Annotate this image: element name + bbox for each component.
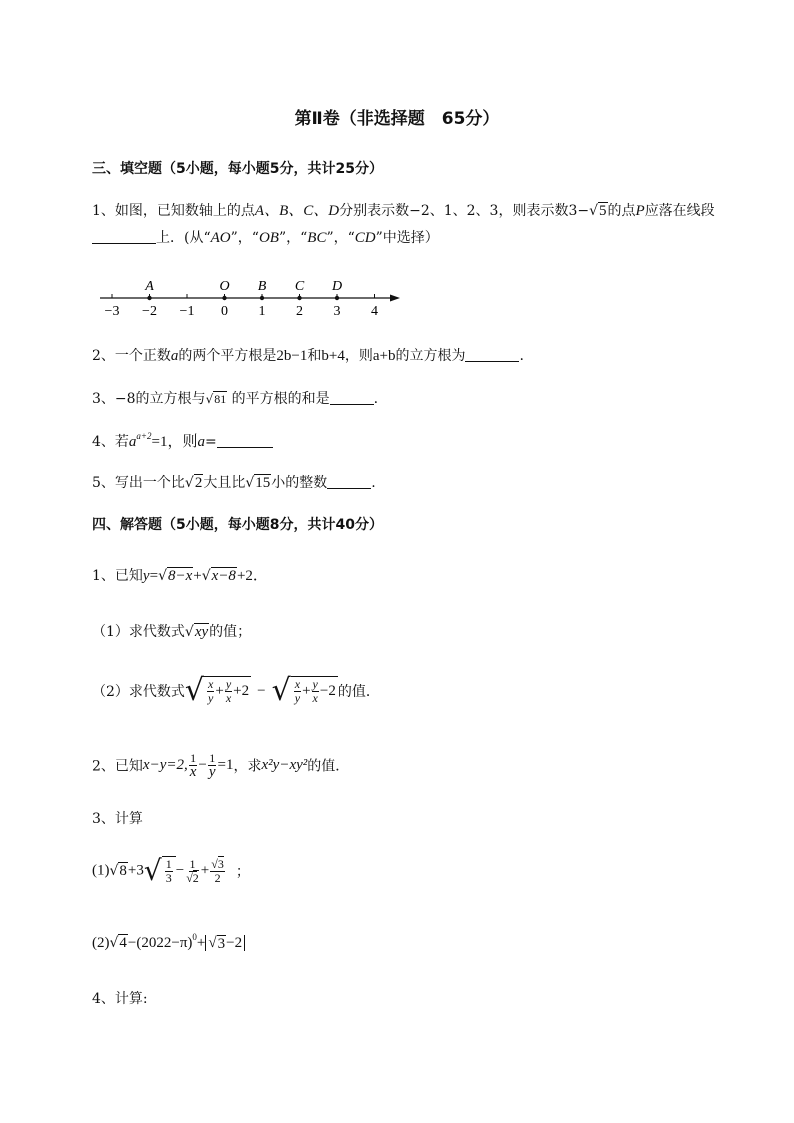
point-names: A、B、C、D	[254, 203, 340, 219]
separator: ”，“	[278, 230, 308, 246]
question-number: 2、	[92, 348, 115, 364]
point-label: A	[145, 279, 154, 294]
point-dot	[297, 296, 301, 300]
absolute-value: √3−2	[205, 935, 245, 951]
question-3-1-line1	[92, 199, 715, 220]
number-line-figure	[96, 276, 406, 322]
tick-label: 4	[371, 304, 378, 319]
question-text: ”中选择）	[375, 230, 439, 246]
question-text: 一个正数	[114, 348, 171, 364]
point-name: P	[635, 203, 645, 219]
math-expr: x²y−xy²	[261, 757, 308, 773]
sqrt-expression: √5	[589, 203, 607, 219]
sqrt-expression: √ $\frac{x}{y}$ + $\frac{y}{x}$ −2	[271, 673, 336, 708]
question-4-1-part2	[92, 673, 380, 708]
tick-label: 1	[258, 304, 266, 319]
point-dot	[260, 296, 264, 300]
sqrt-expression: √15	[245, 475, 271, 491]
answer-blank[interactable]	[465, 348, 519, 362]
question-text: 的两个平方根是	[178, 348, 277, 364]
question-text: 已知	[114, 758, 143, 775]
sqrt-expression: √2	[184, 475, 203, 491]
question-number: 3、	[92, 811, 115, 827]
point-dot	[147, 296, 151, 300]
point-label: D	[331, 279, 343, 294]
question-4-1	[92, 564, 268, 585]
point-label: B	[257, 279, 267, 294]
question-text: 小的整数	[271, 475, 328, 491]
part-label: (1)	[92, 862, 110, 879]
question-text: 的值．	[307, 758, 350, 775]
period: .	[373, 391, 379, 407]
question-text: =1，则	[151, 434, 198, 450]
sqrt-expression: √ $\frac{x}{y}$ + $\frac{y}{x}$ +2	[184, 673, 250, 708]
tick-label: −1	[179, 304, 195, 319]
tick-label: −2	[142, 304, 157, 319]
answer-blank[interactable]	[327, 475, 371, 489]
sqrt-expression: √x−8	[201, 568, 236, 584]
question-text: 若	[114, 434, 129, 450]
question-number: 4、	[92, 991, 115, 1007]
minus-sign: −	[257, 682, 266, 699]
tick-label: 2	[296, 304, 303, 319]
part-label: (2)	[92, 935, 110, 951]
separator: ”，“	[230, 230, 259, 246]
question-4-3-part1	[92, 856, 250, 886]
answer-blank[interactable]	[217, 434, 273, 448]
question-text: ，则	[344, 348, 373, 364]
question-text: 的值；	[209, 624, 252, 640]
math-expr: +2．	[236, 568, 268, 584]
fraction: $\frac{1}{√2}$	[186, 856, 199, 885]
math-var: a	[128, 434, 137, 450]
question-text: 和	[307, 348, 322, 364]
question-text: 如图，已知数轴上的点	[114, 203, 255, 219]
question-text: 分别表示数−2、1、2、3，则表示数3−	[339, 203, 590, 219]
question-text: −8的立方根与	[114, 391, 206, 407]
fraction: $\frac{√3}{2}$	[211, 856, 224, 885]
math-expr: −(2022−π)	[127, 935, 193, 951]
page-title: 第Ⅱ卷（非选择题 65分）	[294, 109, 500, 129]
question-text: 的立方根为	[395, 348, 466, 364]
math-expr: a+b	[372, 348, 396, 364]
tick-label: 0	[221, 304, 228, 319]
minus-sign: −	[198, 757, 207, 773]
sqrt-expression: √8	[109, 863, 127, 879]
question-4-3	[92, 808, 143, 828]
section-heading-fill-in: 三、填空题（5小题，每小题5分，共计25分）	[92, 161, 383, 177]
math-expr: b+4	[321, 348, 345, 364]
question-text: 的点	[607, 203, 636, 219]
equals-sign: =	[204, 434, 217, 450]
point-label: O	[219, 279, 230, 294]
question-text: 已知	[114, 568, 143, 584]
question-4-1-part1	[92, 621, 251, 641]
math-expr: 2b−1	[276, 348, 308, 364]
question-3-3	[92, 388, 378, 408]
tick-label: −3	[104, 304, 120, 319]
question-number: 1、	[92, 568, 115, 584]
question-4-4	[92, 988, 148, 1008]
question-text: 应落在线段	[644, 203, 715, 219]
question-number: 1、	[92, 203, 115, 219]
sqrt-expression: √8−x	[158, 568, 193, 584]
section-heading-solutions: 四、解答题（5小题，每小题8分，共计40分）	[92, 517, 383, 533]
part-label: （2）求代数式	[92, 684, 185, 700]
answer-blank[interactable]	[330, 391, 374, 405]
question-text: 计算	[114, 811, 143, 827]
point-dot	[335, 296, 339, 300]
point-label: C	[294, 279, 305, 294]
minus-sign: −	[175, 862, 185, 879]
part-label: （1）求代数式	[92, 624, 185, 640]
math-exponent: a+2	[136, 431, 152, 441]
period: .	[519, 348, 524, 364]
question-3-5	[92, 472, 376, 492]
math-expr: =1	[217, 757, 234, 773]
option-ao: AO	[210, 230, 231, 246]
tick-label: 3	[333, 304, 341, 319]
question-3-1-line2	[92, 227, 439, 247]
math-var: a	[197, 434, 205, 450]
question-number: 2、	[92, 758, 115, 775]
answer-blank[interactable]	[92, 230, 156, 244]
question-text: ，求	[233, 758, 262, 775]
arrow-right-icon	[390, 295, 400, 302]
sqrt-expression: √81	[205, 392, 227, 406]
period: .	[371, 475, 376, 491]
math-expr: +3	[127, 862, 144, 879]
point-dot	[222, 296, 226, 300]
math-expr: x−y=2,	[142, 757, 188, 773]
question-text: 计算:	[114, 991, 148, 1007]
sqrt-expression: √ $\frac{1}{3}$	[144, 856, 176, 886]
sqrt-expression: √4	[109, 935, 127, 951]
question-number: 4、	[92, 434, 115, 450]
question-3-2	[92, 345, 524, 365]
question-4-3-part2	[92, 932, 245, 953]
question-text: 的值．	[337, 684, 380, 700]
fraction: $\frac{1}{x}$	[189, 751, 197, 780]
question-text: 上．(从“	[156, 230, 211, 246]
question-4-2	[92, 752, 349, 779]
question-text: 的平方根的和是	[231, 391, 330, 407]
equals-sign: =	[149, 568, 159, 584]
option-ob: OB	[258, 230, 279, 246]
question-text: 写出一个比	[114, 475, 185, 491]
sqrt-expression: √xy	[184, 624, 209, 640]
semicolon: ；	[235, 864, 250, 880]
question-text: 大且比	[203, 475, 246, 491]
plus-sign: +	[200, 862, 210, 879]
question-number: 3、	[92, 391, 115, 407]
question-3-4	[92, 430, 273, 451]
math-exponent: 0	[192, 932, 197, 942]
option-cd: CD	[354, 230, 376, 246]
plus-sign: +	[193, 568, 202, 584]
math-var: a	[170, 348, 179, 364]
question-number: 5、	[92, 475, 115, 491]
option-bc: BC	[307, 230, 327, 246]
fraction: $\frac{1}{y}$	[208, 751, 216, 780]
plus-sign: +	[196, 935, 206, 951]
math-var: y	[142, 568, 150, 584]
separator: ”，“	[326, 230, 355, 246]
